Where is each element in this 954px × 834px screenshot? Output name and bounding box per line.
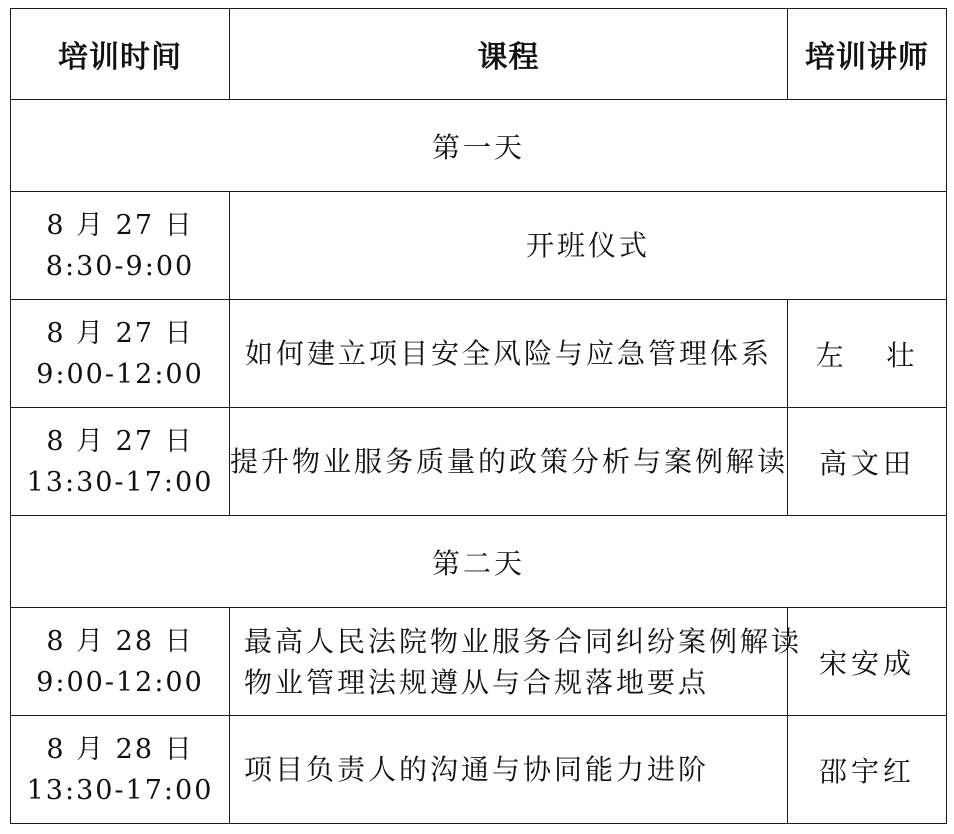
session-course <box>230 408 788 516</box>
session-course <box>230 192 947 300</box>
table-header-row <box>11 9 947 100</box>
session-teacher: 左 壮 <box>788 300 947 408</box>
session-date: 8 月 27 日 <box>46 317 194 349</box>
session-time <box>11 716 230 824</box>
session-date: 8 月 28 日 <box>46 625 194 657</box>
course-title: 开班仪式 <box>525 229 650 262</box>
session-course <box>230 716 788 824</box>
session-time <box>11 192 230 300</box>
course-title: 项目负责人的沟通与协同能力进阶 <box>244 753 710 786</box>
day-label: 第一天 <box>11 100 947 192</box>
session-hours: 8:30-9:00 <box>45 250 195 282</box>
header-course: 课程 <box>230 9 788 100</box>
session-teacher: 高文田 <box>788 408 947 516</box>
session-date: 8 月 27 日 <box>46 425 194 457</box>
session-course <box>230 608 803 716</box>
session-time <box>11 608 230 716</box>
session-date: 8 月 28 日 <box>46 733 194 765</box>
session-teacher: 宋安成 <box>788 608 947 716</box>
session-hours: 9:00-12:00 <box>36 358 204 390</box>
table-row <box>11 716 947 824</box>
course-title: 物业管理法规遵从与合规落地要点 <box>244 665 710 699</box>
session-date: 8 月 27 日 <box>46 209 194 241</box>
table-row <box>11 408 947 516</box>
table-row <box>11 608 947 716</box>
session-hours: 13:30-17:00 <box>26 774 214 806</box>
header-teacher: 培训讲师 <box>788 9 947 100</box>
session-hours: 13:30-17:00 <box>26 466 214 498</box>
session-time <box>11 408 230 516</box>
session-teacher: 邵宇红 <box>788 716 947 824</box>
session-time <box>11 300 230 408</box>
day-label: 第二天 <box>11 516 947 608</box>
session-hours: 9:00-12:00 <box>36 666 204 698</box>
course-title: 提升物业服务质量的政策分析与案例解读 <box>230 445 789 478</box>
training-schedule-table <box>10 8 947 824</box>
session-course <box>230 300 788 408</box>
day-row-1 <box>11 100 947 192</box>
table-row <box>11 192 947 300</box>
course-title: 最高人民法院物业服务合同纠纷案例解读 <box>244 624 803 658</box>
day-row-2 <box>11 516 947 608</box>
course-title: 如何建立项目安全风险与应急管理体系 <box>244 337 772 370</box>
table-row <box>11 300 947 408</box>
header-time: 培训时间 <box>11 9 230 100</box>
